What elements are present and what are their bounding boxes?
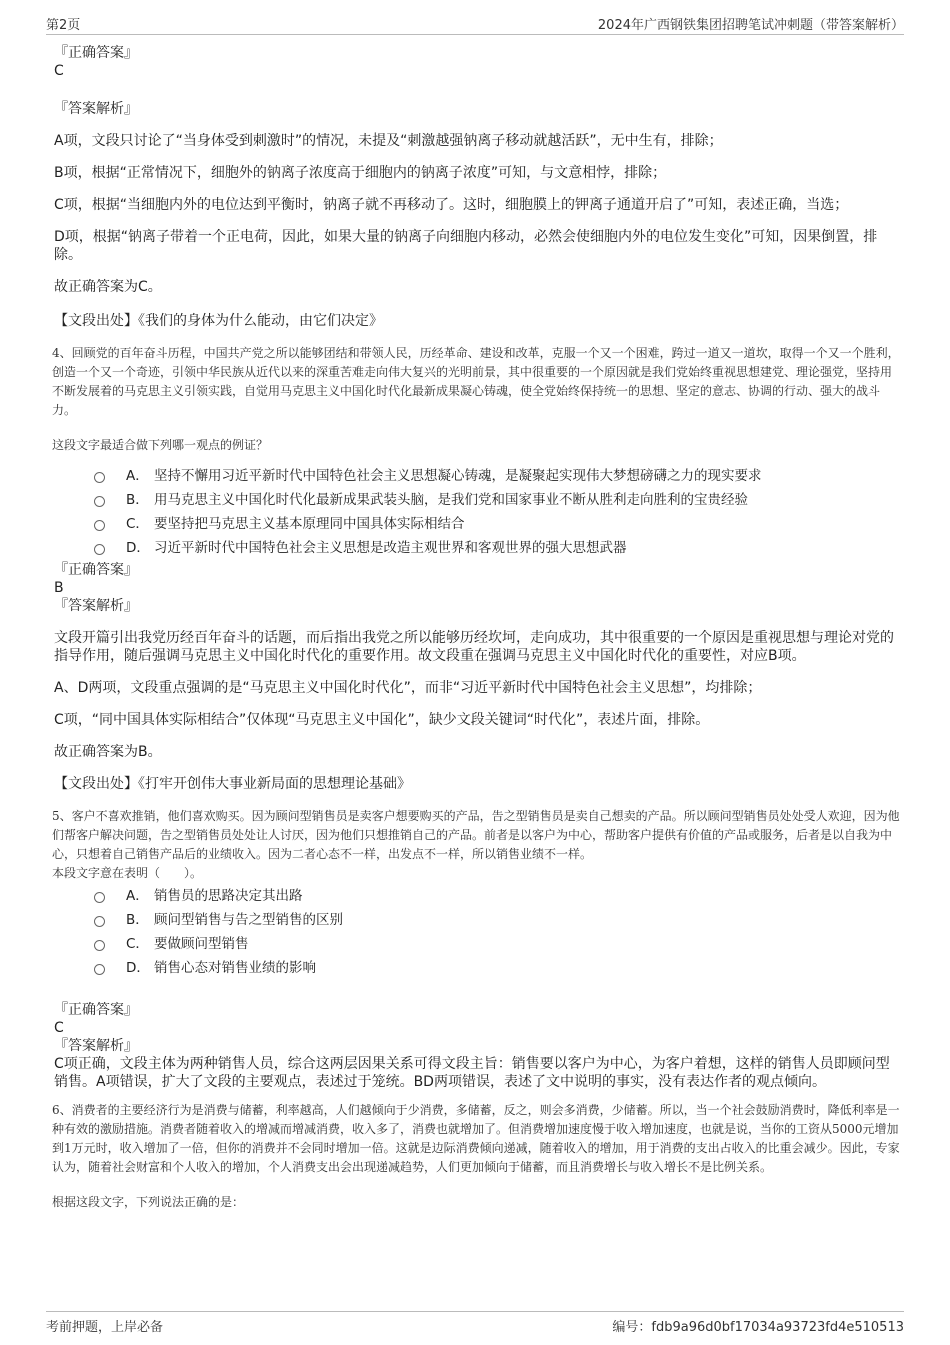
analysis-label: 『答案解析』: [54, 1038, 138, 1054]
option-letter: A．: [126, 888, 149, 904]
q4-answer-block: [54, 561, 896, 793]
correct-answer: C: [54, 63, 64, 79]
correct-answer: B: [54, 580, 64, 596]
footer-slogan: 考前押题，上岸必备: [46, 1320, 164, 1335]
conclusion: 故正确答案为C。: [54, 279, 162, 295]
radio-icon[interactable]: [94, 544, 105, 555]
question-prompt: 本段文字意在表明（ ）。: [52, 866, 203, 880]
radio-icon[interactable]: [94, 472, 105, 483]
option-text: 习近平新时代中国特色社会主义思想是改造主观世界和客观世界的强大思想武器: [154, 540, 627, 556]
question-stem: 4、回顾党的百年奋斗历程，中国共产党之所以能够团结和带领人民，历经革命、建设和改革，克服一个又一个困难，跨过一道又一道坎，取得一个又一个胜利，创造一个又一个奇迹，引领中华民族从近代以来的深重苦难走向伟大复兴的光明前景，其中很重要的一个原因就是我们党始终重视思想建党、理论强党，坚持用不断发展着的马克思主义引领实践，自觉用马克思主义中国化时代化最新成果凝心铸魂，使全党始终保持统一的思想、坚定的意志、协调的行动、强大的战斗力。: [52, 346, 900, 417]
option-b[interactable]: [90, 911, 896, 929]
option-d[interactable]: [90, 539, 896, 557]
q5-answer-block: [54, 1001, 896, 1091]
source: 【文段出处】《我们的身体为什么能动，由它们决定》: [54, 313, 383, 329]
q3-answer-block: [54, 44, 896, 330]
analysis-label: 『答案解析』: [54, 598, 138, 614]
answer-label: 『正确答案』: [54, 1002, 138, 1018]
question-stem: 5、客户不喜欢推销，他们喜欢购买。因为顾问型销售员是卖客户想要购买的产品，告之型销售员是卖自己想卖的产品。所以顾问型销售员处处受人欢迎，因为他们帮客户解决问题，告之型销售员处处让人讨厌，因为他们只想推销自己的产品。前者是以客户为中心，帮助客户提供有价值的产品或服务，后者是以自我为中心，只想着自己销售产品后的业绩收入。因为二者心态不一样，出发点不一样，所以销售业绩不一样。: [52, 809, 900, 861]
question-stem: 6、消费者的主要经济行为是消费与储蓄，利率越高，人们越倾向于少消费，多储蓄，反之，则会多消费，少储蓄。所以，当一个社会鼓励消费时，降低利率是一种有效的激励措施。消费者随着收入的增减而增减消费，收入多了，消费也就增加了。但消费增加速度慢于收入增加速度，也就是说，当你的工资从5000元增加到1万元时，收入增加了一倍，但你的消费并不会同时增加一倍。这就是边际消费倾向递减，随着收入的增加，用于消费的支出占收入的比重会减少。因此，专家认为，随着社会财富和个人收入的增加，个人消费支出会出现递减趋势，人们更加倾向于储蓄，而且消费增长与收入增长不是比例关系。: [52, 1103, 900, 1174]
question-prompt: 这段文字最适合做下列哪一观点的例证？: [52, 438, 269, 452]
analysis-paragraph: C项，根据“当细胞内外的电位达到平衡时，钠离子就不再移动了。这时，细胞膜上的钾离子通道开启了”可知，表述正确，当选；: [54, 197, 849, 213]
radio-icon[interactable]: [94, 940, 105, 951]
option-a[interactable]: [90, 887, 896, 905]
analysis-paragraph: A、D两项，文段重点强调的是“马克思主义中国化时代化”，而非“习近平新时代中国特色社会主义思想”，均排除；: [54, 680, 762, 696]
option-text: 坚持不懈用习近平新时代中国特色社会主义思想凝心铸魂，是凝聚起实现伟大梦想磅礴之力的现实要求: [154, 468, 762, 484]
analysis-paragraph: B项，根据“正常情况下，细胞外的钠离子浓度高于细胞内的钠离子浓度”可知，与文意相悖，排除；: [54, 165, 667, 181]
option-text: 销售心态对销售业绩的影响: [154, 960, 316, 976]
option-text: 要坚持把马克思主义基本原理同中国具体实际相结合: [154, 516, 465, 532]
option-text: 销售员的思路决定其出路: [154, 888, 303, 904]
option-a[interactable]: [90, 467, 896, 485]
radio-icon[interactable]: [94, 916, 105, 927]
analysis-paragraph: 文段开篇引出我党历经百年奋斗的话题，而后指出我党之所以能够历经坎坷，走向成功，其中很重要的一个原因是重视思想与理论对党的指导作用，随后强调马克思主义中国化时代化的重要作用。故文段重在强调马克思主义中国化时代化的重要性，对应B项。: [54, 630, 894, 664]
option-letter: D．: [126, 960, 150, 976]
option-letter: A．: [126, 468, 149, 484]
analysis-paragraph: C项，“同中国具体实际相结合”仅体现“马克思主义中国化”，缺少文段关键词“时代化”，表述片面，排除。: [54, 712, 710, 728]
source: 【文段出处】《打牢开创伟大事业新局面的思想理论基础》: [54, 776, 411, 792]
option-c[interactable]: [90, 515, 896, 533]
option-letter: D．: [126, 540, 150, 556]
radio-icon[interactable]: [94, 892, 105, 903]
answer-label: 『正确答案』: [54, 562, 138, 578]
page-header: [46, 10, 904, 35]
document-body: [52, 44, 900, 1212]
document-title: 2024年广西钢铁集团招聘笔试冲刺题（带答案解析）: [597, 18, 904, 33]
page-number: 第2页: [46, 18, 81, 33]
option-text: 顾问型销售与告之型销售的区别: [154, 912, 343, 928]
option-d[interactable]: [90, 959, 896, 977]
option-letter: C．: [126, 936, 149, 952]
option-text: 用马克思主义中国化时代化最新成果武装头脑，是我们党和国家事业不断从胜利走向胜利的宝贵经验: [154, 492, 748, 508]
option-letter: B．: [126, 912, 149, 928]
answer-label: 『正确答案』: [54, 45, 138, 61]
radio-icon[interactable]: [94, 964, 105, 975]
correct-answer: C: [54, 1020, 64, 1036]
radio-icon[interactable]: [94, 520, 105, 531]
option-letter: C．: [126, 516, 149, 532]
analysis-paragraph: C项正确，文段主体为两种销售人员，综合这两层因果关系可得文段主旨：销售要以客户为中心，为客户着想，这样的销售人员即顾问型销售。A项错误，扩大了文段的主要观点，表述过于笼统。BD两项错误，表述了文中说明的事实，没有表达作者的观点倾向。: [54, 1056, 890, 1090]
question-prompt: 根据这段文字，下列说法正确的是：: [52, 1195, 245, 1209]
analysis-paragraph: A项，文段只讨论了“当身体受到刺激时”的情况，未提及“刺激越强钠离子移动就越活跃”，无中生有，排除；: [54, 133, 723, 149]
analysis-label: 『答案解析』: [54, 101, 138, 117]
option-list: [54, 887, 896, 977]
option-list: [54, 467, 896, 557]
analysis-paragraph: D项，根据“钠离子带着一个正电荷，因此，如果大量的钠离子向细胞内移动，必然会使细胞内外的电位发生变化”可知，因果倒置，排除。: [54, 229, 878, 263]
option-b[interactable]: [90, 491, 896, 509]
conclusion: 故正确答案为B。: [54, 744, 162, 760]
radio-icon[interactable]: [94, 496, 105, 507]
page-footer: [46, 1311, 904, 1336]
option-text: 要做顾问型销售: [154, 936, 249, 952]
option-c[interactable]: [90, 935, 896, 953]
option-letter: B．: [126, 492, 149, 508]
document-code: 编号：fdb9a96d0bf17034a93723fd4e510513: [612, 1320, 904, 1335]
